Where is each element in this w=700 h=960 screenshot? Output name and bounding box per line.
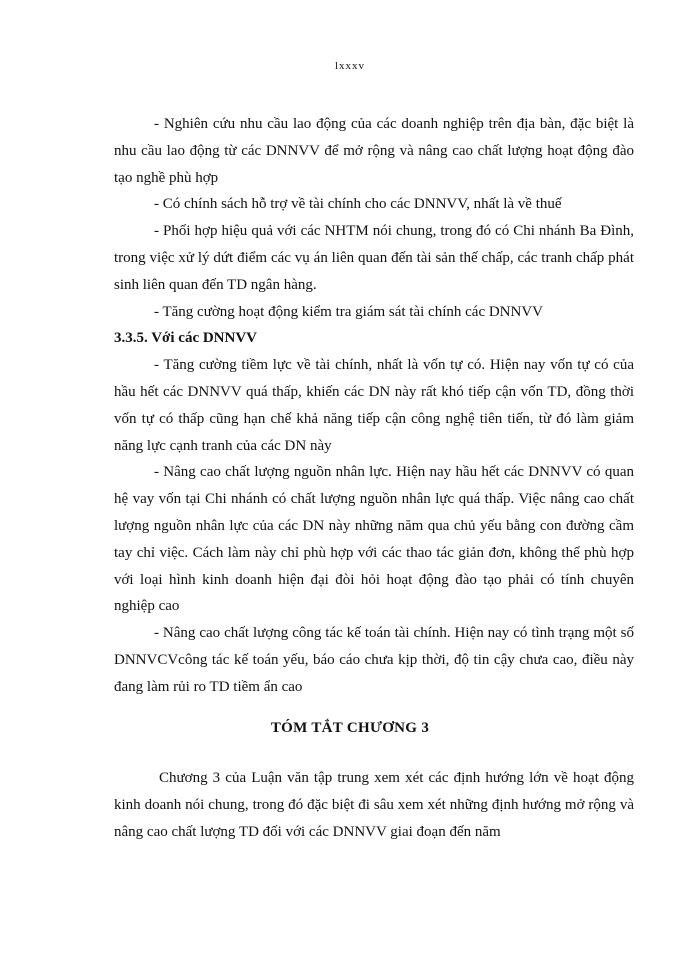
summary-text: [114, 765, 634, 846]
paragraph-financial-inspection: - Tăng cường hoạt động kiểm tra giám sát tài chính các DNNVV: [154, 303, 544, 320]
chapter-summary-title: TÓM TẮT CHƯƠNG 3: [270, 720, 430, 736]
paragraph-financial-support: - Có chính sách hỗ trợ về tài chính cho các DNNVV, nhất là về thuế: [154, 196, 562, 213]
paragraph-financial-capacity: - Tăng cường tiềm lực về tài chính, nhất là vốn tự có. Hiện nay vốn tự có của hầu hết các DNNVV quá thấp, khiến các DN này rất khó tiếp cận vốn TD, đồng thời vốn tự có thấp cũng hạn chế khả năng tiếp cận công nghệ tiên tiến, từ đó làm giảm năng lực cạnh tranh của các DN này: [114, 357, 634, 454]
page-number: lxxxv: [334, 60, 366, 72]
paragraph-accounting: - Nâng cao chất lượng công tác kế toán tài chính. Hiện nay có tình trạng một số DNNVCVcông tác kế toán yếu, báo cáo chưa kịp thời, độ tin cậy chưa cao, điều này đang làm rủi ro TD tiềm ẩn cao: [114, 625, 634, 695]
paragraph-human-resources: - Nâng cao chất lượng nguồn nhân lực. Hiện nay hầu hết các DNNVV có quan hệ vay vốn tại Chi nhánh có chất lượng nguồn nhân lực quá thấp. Việc nâng cao chất lượng nguồn nhân lực của các DN này những năm qua chủ yếu bằng con đường cầm tay chỉ việc. Cách làm này chỉ phù hợp với các thao tác giản đơn, không thể phù hợp với loại hình kinh doanh hiện đại đòi hỏi hoạt động đào tạo phải có tính chuyên nghiệp cao: [114, 464, 634, 615]
body-text: [114, 111, 634, 701]
section-heading: 3.3.5. Với các DNNVV: [114, 330, 258, 347]
summary-paragraph: Chương 3 của Luận văn tập trung xem xét các định hướng lớn về hoạt động kinh doanh nói chung, trong đó đặc biệt đi sâu xem xét những định hướng mở rộng và nâng cao chất lượng TD đối với các DNNVV giai đoạn đến năm: [114, 770, 634, 840]
paragraph-labor-demand: - Nghiên cứu nhu cầu lao động của các doanh nghiệp trên địa bàn, đặc biệt là nhu cầu lao động từ các DNNVV để mở rộng và nâng cao chất lượng hoạt động đào tạo nghề phù hợp: [114, 116, 634, 186]
paragraph-bank-coordination: - Phối hợp hiệu quả với các NHTM nói chung, trong đó có Chi nhánh Ba Đình, trong việc xử lý dứt điểm các vụ án liên quan đến tài sản thế chấp, các tranh chấp phát sinh liên quan đến TD ngân hàng.: [114, 223, 634, 293]
